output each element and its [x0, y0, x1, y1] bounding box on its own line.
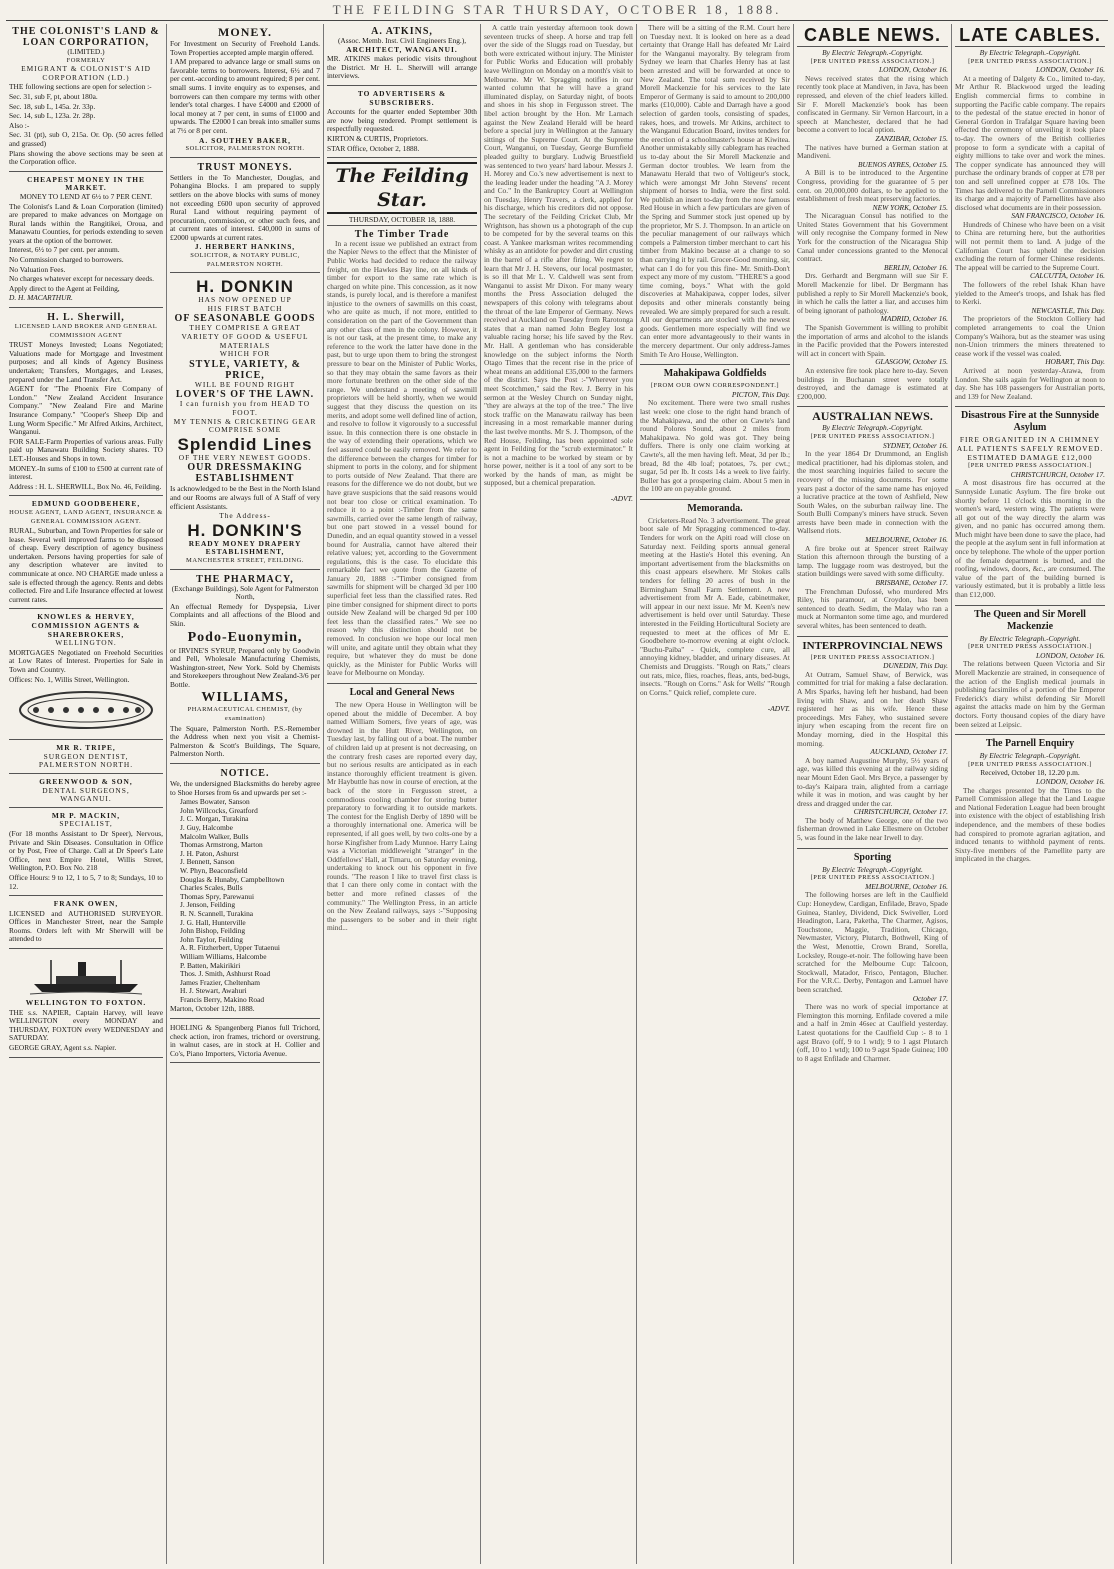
ad-line: Also :- — [9, 120, 30, 130]
article-body: Arrived at noon yesterday-Arawa, from London. She sails again for Wellington at noon to day. She has 108 passengers for Australian ports, and 139 for New Zealand. — [955, 365, 1105, 401]
article-body: The Frenchman Dufossé, who murdered Mrs Riley, his paramour, at Croydon, has been sentenced to death. Sedim, the Malay who ran a muck at Normanton some time ago, and murdered several whites, has been sentenced to death. — [797, 586, 948, 630]
masthead-rule — [6, 20, 1108, 21]
ad-name: GREENWOOD & SON, — [39, 776, 133, 786]
dateline: CHRISTCHURCH, October 17. — [853, 807, 948, 817]
byline: By Electric Telegraph.-Copyright. — [822, 423, 923, 433]
article-title: The Timber Trade — [354, 228, 450, 240]
ad-advertisers — [327, 88, 477, 158]
ornament-chain-icon — [16, 688, 156, 732]
dateline: LONDON, October 16. — [1036, 650, 1105, 660]
ad-title: HOUSE AGENT, LAND AGENT, INSURANCE & GENERAL COMMISSION AGENT. — [9, 508, 163, 525]
list-item: J. Guy, Halcombe — [180, 823, 233, 832]
article-body: An extensive fire took place here to-day. Seven buildings in Buchanan street were totally destroyed, and the damage is estimated at £200,000. — [797, 365, 948, 401]
ad-interest: Interest, 6½ to 7 per cent. per annum. — [9, 245, 120, 255]
article-body: Cricketers-Read No. 3 advertisement. The great boot sale of Mr Spragging commenced to-day. Tenders for work on the Apiti road will close on Saturday next. Feilding sports annual general meeting at the Hastie's Hotel this evening. An important advertisement from the blacksmiths on this coast appears elsewhere. Mr Stokes calls tenders for felling 20 acres of bush in the Birmingham Small Farm Settlement. A new advertisement from Mr A. Eade, cabinetmaker, will appear in our next issue. Mr M. Keen's new advertisement is held over until Saturday. These interested in the Feilding Horticultural Society are requested to meet at the offices of Mr E. Goodbehere to-morrow evening at eight o'clock. "Buchu-Paiba" - Quick, complete cure, all annoying kidney, bladder, and urinary diseases. At Chemists and Druggists. "Rough on Rats," clears out rats, mice, flies, roaches, fleas, ants, bed-bugs, insects. "Rough on Corns." Ask for Wells' "Rough on Corns." Quick relief, complete cure. — [640, 515, 790, 697]
article-body: A most disastrous fire has occurred at the Sunnyside Lunatic Asylum. The fire broke out shortly before 11 o'clock this morning in the women's ward, western wing. The patients were all got out of the way directly the alarm was given, and no panic has occurred among them. Much might have been done to save the place, had the people at the asylum sent in full information at once by telephone. The whole of the upper portion of the female department is burned, and the roofing, windows, doors, &c., are consumed. The value of the part of the building burned is variously estimated, but it is probably a little less than £12,000. — [955, 478, 1105, 600]
ad-line: No charges whatever except for necessary deeds. — [9, 274, 154, 284]
section-title: Sporting — [797, 848, 948, 864]
ad-signature: A. SOUTHEY BAKER, — [199, 135, 291, 145]
section-subhead: ALL PATIENTS SAFELY REMOVED. — [956, 443, 1104, 453]
dateline: MELBOURNE, October 16. — [865, 881, 948, 891]
article-body: A boy named Augustine Murphy, 5½ years of age, was killed this evening at the railway siding near Mount Eden Gaol. Mrs Bryce, a passenger by to-day's Kaipara train, alighted from a carriage while it was in motion, and was caught by her dress and dragged under the car. — [797, 755, 948, 808]
column-7 — [951, 24, 1108, 1564]
dateline: ZANZIBAR, October 15. — [875, 133, 948, 143]
association: [PER UNITED PRESS ASSOCIATION.] — [968, 760, 1092, 768]
article-body: At a meeting of Dalgety & Co., limited to-day, Mr Arthur R. Blackwood urged the leading English commercial firms to combine in supporting the Pacific cable company. The repairs to the pedestal of the statue erected in honor of General Gordon in Trafalgar Square having been effected the ceremony of unveiling it took place to-day. The owners of the British collieries propose to form a syndicate with a capital of eighty millions to take over and work the mines. The copper syndicate has announced they will purchase the ordinary brands of copper at £78 per ton and sell unrefined copper at £78 10s. The Times has delivered to the Parnell Commissioners its charge and a majority of Parnellites have also disclosed what documents are in their possession. — [955, 73, 1105, 212]
ad-title: ARCHITECT, WANGANUI. — [346, 44, 458, 54]
article-body: The Nicaraguan Consul has notified to the United States Government that his Government will only recognise the Company formed in New York for the construction of the Nicaragua Ship Canal under concessions granted to the Menocal contract. — [797, 211, 948, 264]
section-title: The Parnell Enquiry — [955, 734, 1105, 750]
ad-name: A. ATKINS, — [371, 26, 433, 37]
ad-line: Plans showing the above sections may be seen at the Corporation office. — [9, 148, 163, 167]
received-line: Received, October 18, 12.20 p.m. — [980, 768, 1080, 778]
article-body: Drs. Gerhardt and Bergmann will sue Sir F. Morell Mackenzie for libel. Dr Bergmann has published a reply to Sir Morell Mackenzie's book, in which he calls the latter a liar, and accuses him of being ignorant of pathology. — [797, 271, 948, 315]
ad-formerly: FORMERLY — [66, 56, 106, 64]
dateline: GLASGOW, October 15. — [875, 357, 948, 367]
dateline: HOBART, This Day. — [1045, 357, 1105, 367]
masthead: THE FEILDING STAR THURSDAY, OCTOBER 18, 1888. — [332, 2, 782, 17]
list-item: R. N. Scannell, Turakina — [180, 908, 254, 918]
section-title: Local and General News — [327, 683, 477, 699]
article-body: No excitement. There were two small rushes last week: one close to the right hand branch of the Mahakipawa, and the other on Cawte's land round Polores Sound, about 2 miles from Mahakipawa. No gold was got. They being duffers. There is only one claim working at Cawte's, all the men having left. Meat, 3d per lb.; bread, 8d the 4lb loaf; potatoes, 7s. per cwt.; sugar, 5d per lb. It costs 14s a week to live fairly. Buller has got a prospering claim. About 5 men in the 100 are on payable ground. — [640, 398, 790, 494]
list-item: A. R. Fitzherbert, Upper Tutaenui — [180, 943, 280, 953]
ad-notice-blacksmiths — [170, 766, 320, 1019]
ad-signature: J. HERBERT HANKINS, — [194, 242, 296, 252]
ad-line: STYLE, VARIETY, & PRICE, — [189, 358, 301, 381]
ad-name-sub: PHARMACEUTICAL CHEMIST, (by examination) — [187, 706, 303, 723]
ad-signature: KIRTON & CURTIS, Proprietors. — [327, 133, 429, 143]
ad-title: CHEAPEST MONEY IN THE MARKET. — [27, 174, 145, 193]
ad-line: Sec. 14, sub L, 123a. 2r. 28p. — [9, 111, 96, 121]
dateline: MADRID, October 16. — [880, 314, 948, 324]
section-title: INTERPROVINCIAL NEWS — [797, 636, 948, 652]
ad-place: WANGANUI. — [60, 794, 112, 804]
ad-title: THE PHARMACY, — [196, 573, 294, 585]
dateline: LONDON, October 16. — [879, 65, 948, 75]
article-body: The body of Matthew George, one of the two fisherman drowned in Lake Ellesmere on October 5, was found in the lake near Irwell to day. — [797, 815, 948, 843]
dateline: CHRISTCHURCH, October 17. — [1010, 469, 1105, 479]
dateline: SAN FRANCISCO, October 16. — [1011, 211, 1105, 221]
article-body: News received states that the rising which recently took place at Mandiven, in Java, has been repressed, and eleven of the chief leaders killed. Sir F. Morell Mackenzie's book has been confiscated in Germany. Sir Vernon Harcourt, in a speech at Manchester, declared that he had become a convert to local option. — [797, 73, 948, 135]
ad-pianos — [170, 1021, 320, 1063]
ad-money — [170, 24, 320, 158]
ad-body: MR. ATKINS makes periodic visits throughout the District. Mr H. L. Sherwill will arrange interviews. — [327, 54, 477, 81]
article-body: The natives have burned a German station at Mandiveni. — [797, 142, 948, 161]
section-title: The Queen and Sir Morell Mackenzie — [955, 605, 1105, 633]
list-item: Malcolm Walker, Bulls — [180, 831, 249, 841]
ad-signature-title: SOLICITOR, PALMERSTON NORTH. — [185, 145, 305, 153]
ad-sherwill — [9, 310, 163, 496]
dateline: DUNEDIN, This Day. — [883, 661, 948, 671]
article-body: At Outram, Samuel Shaw, of Berwick, was committed for trial for making a false declaration. A Mrs Sparks, having left her husband, had been living with Shaw, and on her death Shaw registered her as his wife. Hence these proceedings. Mrs Fahey, who sustained severe injury when escaping from the recent fire on Monday morning, died in the Hospital this morning. — [797, 669, 948, 748]
list-item: P. Batten, Makirikiri — [180, 960, 241, 970]
ad-title: KNOWLES & HERVEY, COMMISSION AGENTS & SHAREBROKERS, — [31, 612, 141, 639]
article-body: A fire broke out at Spencer street Railway Station this afternoon through the bursting of a lamp. The luggage room was destroyed, but the station buildings were saved with some difficulty. — [797, 543, 948, 579]
ad-agent: AGENT for "The Phoenix Fire Company of London." "New Zealand Accident Insurance Company." "New Zealand Fire and Marine Insurance Company." "Cooper's Sheep Dip and Lung Worm Specific." Mr Alfred Atkins, Architect, Wanganui. — [9, 384, 163, 437]
dateline: CALCUTTA, October 16. — [1029, 271, 1105, 281]
ad-body: We, the undersigned Blacksmiths do hereby agree to Shoe Horses from 6s and upwards per set :- — [170, 779, 320, 797]
ad-tripe — [9, 742, 163, 774]
newspaper-title: The Feilding Star. — [327, 162, 477, 214]
article-body: In the year 1864 Dr Drummond, an English medical practitioner, had his diplomas stolen, and the most searching inquiries failed to secure the recovery of the missing documents. For some years past a doctor of the same name has enjoyed a lucrative practice at the town of Ashfield, New South Wales, on the suburban railway line. The South Bulli Company's miners have struck. Seven arrests have been made in connection with the Wallsend riots. — [797, 449, 948, 536]
ad-body: I AM prepared to advance large or small sums on favorable terms to borrowers. Interest, 6½ and 7 per cent.-according to amount required; 8 per cent. small sums. I invite enquiry as to expenses, and borrowers can then compare my terms with other lender's total charges. I have £4000 and £2000 of local money at 7 per cent, in sums of £1000 and upwards. The £2000 I can break into smaller sums at 7½ or 8 per cent. — [170, 57, 321, 135]
list-item: Douglas & Hunaby, Campbelltown — [180, 874, 285, 884]
ad-title: LICENSED LAND BROKER AND GENERAL COMMISSION AGENT — [14, 323, 158, 339]
article-body: The Spanish Government is willing to prohibit the importation of arms and alcohol to the islands in the Pacific provided that the Powers interested will act in concert with Spain. — [797, 323, 948, 358]
list-item: H. J. Stewart, Awahuri — [180, 986, 247, 996]
ad-line: LOVER'S OF THE LAWN. — [175, 389, 315, 401]
ad-name: MR R. TRIPE, — [56, 743, 116, 753]
section-title: LATE CABLES. — [955, 24, 1105, 47]
ad-title: TRUST MONEYS. — [197, 161, 293, 173]
article-body: The charges presented by the Times to the Parnell Commission allege that the Land League and National Federation League had been brought into existence with the object of establishing Irish independence, and the members of these bodies had conspired to promote agrarian agitation, and induced tenants to withhold payment of rents. Sixty-five members of the Parnellite party are implicated in the charges. — [955, 785, 1105, 864]
dateline: LONDON, October 16. — [1036, 776, 1105, 786]
article-body: A cattle train yesterday afternoon took down seventeen trucks of sheep. A horse and trap fell over the side of the Sluggs road on Tuesday, but both were extricated without injury. The Minister for Public Works and Education will probably leave Wellington on Monday on a month's visit to Melbourne. Mr W. Spragging notifies in our wanted column that he will have a grand illuminated display, on Saturday night, of boots and shoes in his shop in Fergusson street. The libel action brought by the Hon. Mr Larnach against the New Zealand Herald will be heard before a special jury in Wellington at the January sittings of the Supreme Court. At the Supreme Court, Wanganui, on Tuesday, George Burnfield pleaded guilty to burglary. Ludwig Bruestfield was sentenced to two years' hard labour. Messrs J. H. Morey and Co.'s new advertisement is next to the leading leader under the heading "A J. Morey and Co." In the Bankruptcy Court at Wellington on Tuesday, Henry Travers, a clerk, applied for his discharge, which his creditors did not oppose. The secretary of the Feilding Cricket Club, Mr Wrightson, has shown us a photograph of the cup to be competed for by the several teams on this coast. A Yankee marksman writes recommending whisky as an antidote for powder and dirt crusting in the barrel of a rifle after firing. We regret to learn that Mr J. H. Stevens, our local postmaster, is so ill that Mr L. V. Caldwell was sent from Wanganui to assist Mr Dixon. For many weary months the Press Association deluged the newspapers of this colony with telegrams about the throat of the late Emperor of Germany. News received at Auckland on Tuesday from Rarotonga states that a man named John Begley lost a valuable racing horse; his life saved by the Rev. Mr. Hall. A gentleman who has considerable knowledge on the subject informs the North Otago Times that the recent rise in the price of wheat means an additional £35,000 to the farmers of the district. Says the Post :-"Wherever you meet Scotchmen," said the Rev. J. Berry in his sermon at the Wesley Church on Sunday night, "they are always at the top of the tree." The live stock traffic on the Manawatu railway has been increasing in a most remarkable manner during the last twelve months. Mr S. J. Thompson, of the Red House, Feilding, has been appointed sole agent in Feilding for the "scrub exterminator." It is not a machine to be worked by steam or by horse power, neither is it a tool of any sort to be worked by the hands of man, as might be supposed, but a chemical preparation. — [484, 24, 633, 488]
section-subtitle: [FROM OUR OWN CORRESPONDENT.] — [650, 382, 780, 390]
ad-line: Sec. 31 (pt), sub O, 215a. Or. Op. (50 acres felled and grassed) — [9, 130, 163, 148]
list-item: Francis Berry, Makino Road — [180, 994, 265, 1004]
ad-line: READY MONEY DRAPERY ESTABLISHMENT, — [188, 538, 302, 557]
ad-office: Offices: No. 1, Willis Street, Wellington. — [9, 674, 130, 684]
ad-title: NOTICE. — [220, 768, 270, 780]
ad-body: An effectual Remedy for Dyspepsia, Liver Complaints and all affections of the Blood and Skin. — [170, 601, 320, 628]
ad-agent: GEORGE GRAY, Agent s.s. Napier. — [9, 1043, 117, 1053]
dateline: MELBOURNE, October 16. — [865, 535, 948, 545]
ad-address: The Square, Palmerston North. P.S.-Remember the Address when next you visit a Chemist-Palmerston & Scott's Buildings, The Square, Palmerston North. — [170, 723, 320, 759]
ad-line: HIS FIRST BATCH — [207, 303, 283, 313]
ad-line: OF THE VERY NEWEST GOODS. — [178, 452, 312, 462]
dateline: PICTON, This Day. — [731, 389, 790, 399]
ad-subtitle: (LIMITED.) — [67, 47, 105, 56]
article-body: The relations between Queen Victoria and Sir Morell Mackenzie are strained, in consequence of the action of the English medical journals in publishing facsimiles of a portion of the Emperor Frederick's diary whilst defending Sir Morell against the attacks made on him by the German doctors. Forty thousand copies of the diary have been seized at Leipsic. — [955, 659, 1105, 729]
list-item: J. H. Paton, Ashurst — [180, 848, 239, 858]
ad-brand: Podo-Euonymin, — [187, 629, 303, 645]
ad-line: No Valuation Fees. — [9, 264, 66, 274]
list-item: Thos. J. Smith, Ashhurst Road — [180, 969, 271, 979]
article-body: A Bill is to be introduced to the Argentine Congress, providing for the guarantee of 5 per cent. on 20,000,000 dollars, to be applied to the establishment of fresh meat preserving factories. — [797, 168, 948, 204]
ad-name: EDMUND GOODBEHERE, — [31, 499, 141, 509]
ad-body: THE s.s. NAPIER, Captain Harvey, will leave WELLINGTON every MONDAY and THURSDAY, FOXTON every WEDNESDAY and SATURDAY. — [9, 1007, 163, 1043]
list-item: John Willcocks, Greatford — [180, 805, 258, 815]
association: [PER UNITED PRESS ASSOCIATION.] — [810, 432, 935, 440]
section-title: Mahakipawa Goldfields — [640, 364, 790, 380]
list-item: James Bowater, Sanson — [180, 797, 250, 807]
ad-sale: FOR SALE-Farm Properties of various areas. Fully paid up Manawatu Building Society shares. TO LET.-Houses and Shops in town. — [9, 436, 163, 463]
ad-pharmacy — [170, 572, 320, 765]
ad-line: Splendid Lines — [177, 434, 313, 454]
ad-line: MY TENNIS & CRICKETING GEAR COMPRISE SOME — [173, 416, 317, 435]
ad-subtitle: For Investment on Security of Freehold Lands. Town Properties accepted ample margin offered. — [170, 39, 320, 57]
section-title: Disastrous Fire at the Sunnyside Asylum — [955, 406, 1105, 434]
blacksmith-list — [170, 798, 320, 1004]
column-6 — [793, 24, 951, 1564]
ad-donkin — [170, 275, 320, 569]
list-item: Thomas Spry, Parewanui — [180, 891, 255, 901]
ad-address: Address : H. L. SHERWILL, Box No. 46, Feilding. — [9, 481, 162, 491]
ad-atkins — [327, 24, 477, 86]
list-item: James Frazier, Cheltenham — [180, 977, 260, 987]
ad-subtitle: (Exchange Buildings), Sole Agent for Palmerston North, — [171, 583, 319, 602]
byline: By Electric Telegraph.-Copyright. — [822, 48, 923, 57]
column-5 — [636, 24, 793, 1564]
byline: By Electric Telegraph.-Copyright. — [979, 751, 1081, 761]
byline: By Electric Telegraph.-Copyright. — [979, 633, 1081, 643]
article-body: In a recent issue we published an extract from the Napier News to the effect that the Minister of Public Works had decided to reduce the railway freight, on the Hawkes Bay line, on all kinds of timber for export to the same rate which is charged on white pine. This concession, as it now stands, is purely local, and is therefore a manifest injustice to the owners of sawmills on this coast, who are quite as much, if not more, entitled to consideration on the part of the Government than any other class of men in the colony. However, it is not our task, at the present time, to make any reference to the work the latter have done in the past, but to urge upon them to bring the strongest pressure to bear on the Minister of Public Works, so that they may obtain the same favors as their more fortunate brethren on the other side of the range. We understand a meeting of sawmill proprietors will be held shortly, when we would suggest that they discuss the question on its merits, and adopt some well defined line of action, and resolve to follow it vigorously to a successful issue. In this connection there is one obstacle in the way of extending their operations, which we feel assured could be easily removed. We refer to the difference between the charges for timber for shipment to ports in the colony, and for shipment to ports outside of New Zealand. That there are reasons for the difference we do not doubt, but we have grave suspicions that the said reasons would not bear too close or critical examination. To reduce it to a point :-Timber from the same sawmills, carried over the same length of railway, but one part stowed in a vessel bound for Dunedin, and an equal quantity stowed in a vessel bound for Australia, cannot have altered their relative values; yet, according to the Government regulations, this is the case. To elucidate this remarkable fact we quote from the Gazette of January 20, 1888 :-"Timber consigned from sawmills for shipment will be charged 3d per 100 superficial feet less than the classified rates. Red pine timber consigned for shipment direct to ports outside New Zealand will be charged 9d per 100 feet less than the classified rates." We see no reason why this distinction should not be removed. In conclusion we hope our local men will unite, and agitate until they obtain what they require, but whatever they do must be done quickly, as the Minister for Public Works will leave for Melbourne on Monday. — [327, 238, 477, 678]
list-item: W. Phyn, Beaconsfield — [180, 865, 248, 875]
ad-line: No Commission charged to borrowers. — [9, 255, 124, 265]
ad-owen — [9, 898, 163, 949]
dateline: AUCKLAND, October 17. — [870, 747, 948, 757]
ad-line: HAS NOW OPENED UP — [198, 295, 292, 305]
ad-body: TRUST Moneys Invested; Loans Negotiated; Valuations made for Mortgage and Investment purposes; and all kinds of Agency Business undertaken; Transfers, Mortgages, and Leases, prepared under the Land Transfer Act. — [9, 340, 163, 384]
dateline: October 17. — [912, 993, 948, 1003]
list-item: John Taylor, Feilding — [180, 934, 243, 944]
ad-line: Sec. 31, sub F, pt, about 180a. — [9, 91, 98, 101]
ad-steamer — [9, 951, 163, 1058]
newspaper-date: THURSDAY, OCTOBER 18, 1888. — [327, 216, 477, 226]
ad-place: WELLINGTON. — [55, 638, 117, 648]
ad-body: MORTGAGES Negotiated on Freehold Securities at Low Rates of Interest. Properties for Sale in Town and Country. — [9, 647, 163, 674]
ad-line: OF SEASONABLE GOODS — [174, 313, 316, 325]
steamship-icon — [26, 956, 146, 996]
ad-signature-title: SOLICITOR, & NOTARY PUBLIC, PALMERSTON NORTH. — [190, 252, 300, 268]
article-body: The proprietors of the Stockton Colliery had completed arrangements to coal the Union Company's Waihora, but as the steamer was using non-Union trimmers the miners threatened to cease work if the vessel was coaled. — [955, 314, 1105, 358]
ad-line: Is acknowledged to be the Best in the North Island and our Rooms are always full of A Staff of very efficient Assistants. — [170, 484, 320, 511]
page-columns — [6, 24, 1108, 1564]
association: [PER UNITED PRESS ASSOCIATION.] — [968, 462, 1092, 470]
ad-line: MANCHESTER STREET, FEILDING. — [186, 556, 304, 564]
ad-date: Marton, October 12th, 1888. — [170, 1004, 255, 1014]
ad-name: WILLIAMS, — [201, 690, 289, 706]
list-item: J. Bennett, Sanson — [180, 857, 235, 867]
ad-title: SURGEON DENTIST, — [43, 751, 129, 761]
association: [PER UNITED PRESS ASSOCIATION.] — [810, 57, 935, 65]
association: [PER UNITED PRESS ASSOCIATION.] — [968, 57, 1092, 65]
ad-line: Sec. 18, sub L, 145a. 2r. 33p. — [9, 101, 96, 111]
ad-line: THE following sections are open for selection :- — [9, 82, 152, 92]
ad-hours: Office Hours: 9 to 12, 1 to 5, 7 to 8; Sundays, 10 to 12. — [9, 872, 163, 891]
ad-body: HOELING & Spangenberg Pianos full Trichord, check action, iron frames, trichord or overstrung, in walnut cases, are in stock at H. Collier and Co's, Piano Importers, Victoria Avenue. — [170, 1023, 320, 1058]
ad-trust-moneys — [170, 160, 320, 274]
ad-name: EMIGRANT & COLONIST'S AID CORPORATION (LD.) — [21, 64, 151, 82]
ad-greenwood — [9, 776, 163, 808]
dateline: BUENOS AYRES, October 15. — [858, 159, 948, 169]
ad-title: MONEY. — [218, 25, 272, 39]
ad-signature: D. H. MACARTHUR. — [9, 293, 73, 303]
ad-line: WILL BE FOUND RIGHT — [194, 379, 296, 389]
ad-title: TO ADVERTISERS & SUBSCRIBERS. — [357, 88, 447, 107]
association: [PER UNITED PRESS ASSOCIATION.] — [810, 874, 935, 882]
advt-mark: -ADVT. — [767, 703, 790, 713]
ad-date: STAR Office, October 2, 1888. — [327, 143, 420, 153]
ad-line: The Address- — [219, 511, 271, 521]
ad-place: PALMERSTON NORTH. — [38, 760, 134, 770]
dateline: NEWCASTLE, This Day. — [1031, 305, 1105, 315]
ad-line: WHICH FOR — [219, 349, 271, 359]
ad-line: THEY COMPRISE A GREAT VARIETY OF GOOD & USEFUL MATERIALS — [181, 323, 309, 350]
list-item: J. C. Morgan, Turakina — [180, 814, 249, 824]
ad-name: MR P. MACKIN, — [51, 810, 121, 820]
dateline: SYDNEY, October 16. — [882, 440, 948, 450]
section-title: AUSTRALIAN NEWS. — [797, 406, 948, 422]
ad-knowles-hervey — [9, 611, 163, 740]
ad-title: DENTAL SURGEONS, — [42, 785, 130, 795]
list-item: Charles Scales, Bulls — [180, 883, 243, 893]
ad-colonists-land — [9, 24, 163, 172]
article-body: The new Opera House in Wellington will be opened about the middle of December. A boy named William Somers, five years of age, was drowned in the Hutt River, Wellington, on Tuesday last, by falling out of a boat. The number of children laid up at present is not decreasing, on the contrary fresh cases are reported every day, but no serious results are anticipated as in each instance thoroughly efficient treatment is given. Mr Haybuttle has now in course of erection, at the back of the store in Fergusson street, a commodious cooling chamber for storing butter preparatory to forwarding it to outside markets. The contest for the English Derby of 1890 will be a thoroughly international one. America will be represented, if all goes well, by two colts-one by a horse Kingfisher from Lady Munnoe. Harry Laing was a Victorian middleweight "stranger" in the Oddfellows' Hall, at Timaru, on Saturday evening, undertaking to knock out his opponent in five rounds. "The reason I like to travel first class is that I can there only come in contact with the better and more refined classes of the community." The Wellington Press, in an article on the New Zealand railways, says :-"Supposing the passengers to be sober and in their right mind... — [327, 700, 477, 933]
ad-body: LICENSED and AUTHORISED SURVEYOR. Offices in Manchester Street, near the Sample Rooms. Orders left with Mr Sherwill will be attended to — [9, 908, 163, 944]
association: [PER UNITED PRESS ASSOCIATION.] — [810, 653, 935, 661]
ad-name: H. L. Sherwill, — [47, 312, 125, 324]
ad-title: THE COLONIST'S LAND & LOAN CORPORATION, — [12, 26, 160, 48]
article-body: Hundreds of Chinese who have been on a visit to China are returning here, but the authorities will not permit them to land. A judge of the Californian Court has upheld the decision excluding the return of former Chinese residents. The appeal will be carried to the Supreme Court. — [955, 219, 1105, 272]
ad-line: I can furnish you from HEAD TO FOOT. — [179, 399, 311, 417]
article-body: The followers of the rebel Ishak Khan have yielded to the Ameer's troops, and Ishak has fled to Kerki. — [955, 280, 1105, 307]
section-title: Memoranda. — [640, 499, 790, 515]
ad-goodbehere — [9, 498, 163, 609]
ad-body: Accounts for the quarter ended September 30th are now being rendered. Prompt settlement is respectfully requested. — [327, 107, 477, 134]
ad-name: H. DONKIN — [196, 277, 294, 297]
ad-body: The Colonist's Land & Loan Corporation (limited) are prepared to make advances on Mortgage on Rural lands within the Rangitikei, Oroua, and Manawatu Counties, for periods extending to seven years at the option of the borrower. — [9, 201, 163, 245]
section-subhead: ESTIMATED DAMAGE £12,000 — [967, 452, 1093, 462]
list-item: John Bishop, Feilding — [180, 926, 246, 936]
advt-mark: -ADVT. — [610, 494, 633, 504]
dateline: LONDON, October 16. — [1036, 65, 1105, 75]
ad-cheapest-money — [9, 174, 163, 308]
ad-mackin — [9, 810, 163, 896]
ad-body: RURAL, Suburban, and Town Properties for sale or lease. Several well improved farms to be disposed of cheap. Every description of agency business undertaken. Persons having properties for sale of any description whatever are invited to communicate at once. NO CHARGE made unless a sale is effected through the agency. Rents and debts collected. Fire and Life Insurance effected at lowest current rates. — [9, 526, 163, 604]
column-3 — [323, 24, 480, 1564]
column-4 — [480, 24, 636, 1564]
list-item: J. Jenson, Feilding — [180, 900, 236, 910]
dateline: NEW YORK, October 15. — [872, 202, 948, 212]
dateline: BRISBANE, October 17. — [875, 578, 948, 588]
article-body: There will be a sitting of the R.M. Court here on Tuesday next. It is looked on here as a dead certainty that Orange Hall has defeated Mr Laird for the Wanganui mayoralty. By telegram from Sydney we learn that Charles Henry has at last been arrested and will be forwarded at once to New Zealand. The total sum received by Sir Morell Mackenzie for his services to the late Emperor of Germany is said to amount to 200,000 marks (£10,000). Cable and Darragh have a good selection of garden tools, consisting of spades, rakes, hoes, and trowels. Mr Atkins, architect to the Wanganui Education Board, invites tenders for the erection of a schoolmaster's house at Kiwitea. Another unmistakably silly cablegram has reached us to-day about the Sir Morell Mackenzie and German doctor troubles. We learn from the Manawatu Herald that two of Voltigeur's stock, which were amongst Mr John Stevens' recent shipment of horses to India, were the first sold. We publish an insert to-day from the now famous Red House in which a few particulars are given of the Spring and Summer stock just opened up by the proprietor, Mr S. J. Thompson. In an article on the peculiar management of our railways which compels a Palmerston timber merchant to cart his timber from Makino because at a change to so than carrying it by rail. Grocer-Good morning, sir, what can I do for you this fine- Mr. Smith-Don't expect any more of my custom. "THERE'S a good time coming, boys." What with the gold discoveries at Mahakipawa, copper lodes, silver deposits and other minerals constantly being revealed. We are simply prepared for such a result. All our departments are stocked with the newest goods. Gentlemen more especially will find we can enter more advantageously to their wants in the mercery department. Our only address-James Smith Te Aro House, Wellington. — [640, 24, 790, 359]
section-subhead: FIRE ORGANITED IN A CHIMNEY — [959, 435, 1101, 445]
article-body: The following horses are left in the Caulfield Cup: Honeydew, Cardigan, Enfilade, Bravo, Spade Guinea, Stanley, Dividend, Dick Swiveller, Lord Headington, Lara, Paketha, The Charmer, Agisos, Touchstone, Maggie, Tradition, Chicago, Newmaster, Victory, Plutarch, Bothwell, King of the West, Menottie, Crown Brand, Sorella, Locksley, Rouge-et-noir. The following have been scratched for the Melbourne Cup: Talcoon, Stockwall, Matador, Frisco, Pentagon, Blucher. For the V.R.C. Derby, Pentagon and Lamuel have been scratched. — [797, 890, 948, 994]
list-item: Thomas Armstrong, Marton — [180, 840, 263, 850]
ad-line: Apply direct to the Agent at Feilding, — [9, 283, 120, 293]
ad-title: SPECIALIST, — [59, 819, 113, 829]
byline: By Electric Telegraph.-Copyright. — [822, 864, 923, 874]
ad-body: Settlers in the To Manchester, Douglas, and Pohangina Blocks. I am prepared to supply settlers on the above blocks with sums of money not exceeding £600 upon security of approved Rural Land without requiring payment of procuration, commission, or other such fees, and at current rates of interest. £40,000 in sums of £2000 upwards at current rates. — [170, 172, 320, 242]
ad-title: WELLINGTON TO FOXTON. — [25, 998, 147, 1008]
article-body: There was no work of special importance at Flemington this morning. Enfilade covered a mile and a half in 2min 46sec at Caulfield yesterday. Latest quotations for the Caulfield Cup :- 8 to 1 agst Bravo (off, 9 to 1 wtd); 9 to 1 agst Plutarch (off, 10 to 1 wtd); 100 to 9 agst Spade Guinea; 100 to 8 agst Enfilade and Charmer. — [797, 1002, 948, 1063]
dateline: BERLIN, October 16. — [883, 262, 948, 272]
section-title: CABLE NEWS. — [797, 24, 948, 47]
ad-body: or IRVINE'S SYRUP, Prepared only by Goodwin and Pell, Wholesale Manufacturing Chemists, Washington-street, New York. Sold by Chemists and Storekeepers throughout New Zealand-3/6 per Bottle. — [170, 645, 320, 689]
list-item: J. G. Hall, Hunterville — [180, 917, 246, 927]
ad-money: MONEY.-In sums of £100 to £500 at current rate of interest. — [9, 463, 163, 482]
ad-line: OUR DRESSMAKING ESTABLISHMENT — [187, 462, 303, 485]
association: [PER UNITED PRESS ASSOCIATION.] — [968, 643, 1092, 651]
ad-subtitle: (Assoc. Memb. Inst. Civil Engineers Eng.), — [337, 36, 467, 45]
ad-body: (For 18 months Assistant to Dr Speer), Nervous, Private and Skin Diseases. Consultation in Office or by Post, Free of Charge. Call at Dr Speer's Late Office, next Empire Hotel, Willis Street, Wellington, P.O. Box No. 218 — [9, 828, 163, 873]
ad-name: FRANK OWEN, — [53, 899, 119, 909]
byline: By Electric Telegraph.-Copyright. — [979, 48, 1081, 57]
column-1 — [6, 24, 166, 1564]
list-item: William Williams, Halcombe — [180, 951, 267, 961]
ad-line: H. DONKIN'S — [187, 520, 303, 540]
column-2 — [166, 24, 323, 1564]
ad-subtitle: MONEY TO LEND AT 6½ to 7 PER CENT. — [19, 191, 153, 201]
